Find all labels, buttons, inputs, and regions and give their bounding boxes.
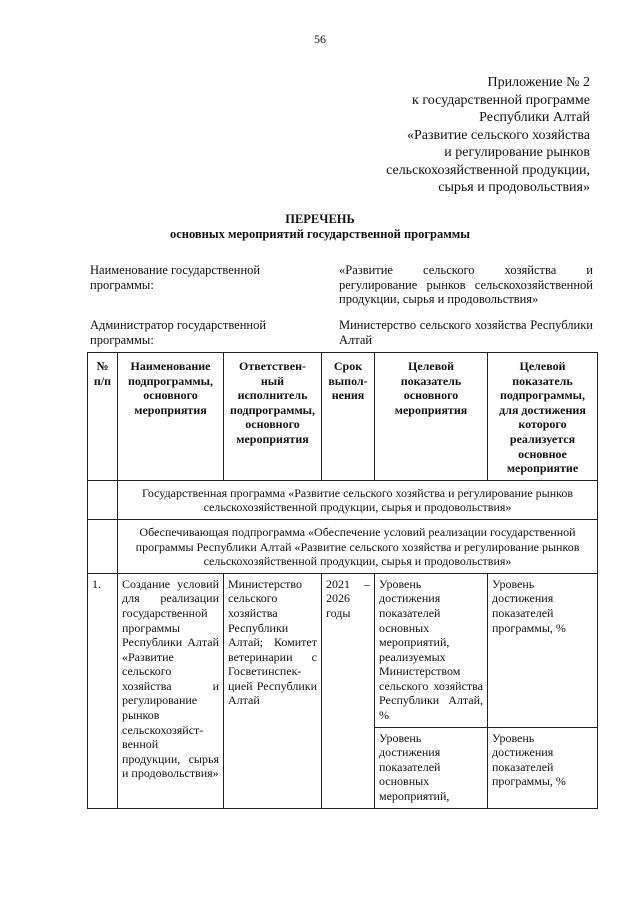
administrator-label: Администратор государственной программы: — [90, 318, 267, 347]
empty-cell — [88, 480, 118, 519]
program-name-value: «Развитие сельского хозяйства и регулирование рынков сельскохозяйственной продукции, сырья и продовольствия» — [339, 263, 593, 306]
row-target-main: Уровень достижения показателей основных мероприятий, реализуемых Министерством сельского хозяйства Республики Алтай, % — [375, 573, 488, 727]
title-line-2: основных мероприятий государственной программы — [169, 227, 471, 241]
state-program-cell: Государственная программа «Развитие сельского хозяйства и регулирование рынков сельскохозяйственной продукции, сырья и продовольствия» — [118, 480, 598, 519]
program-name-label: Наименование государственной программы: — [90, 263, 261, 292]
row-target-sub: Уровень достижения показателей программы, % — [488, 727, 598, 808]
header-executor: Ответствен-ный исполнитель подпрограммы, основного мероприятия — [224, 353, 322, 481]
appendix-line: и регулирование рынков — [444, 145, 590, 160]
row-executor: Министерство сельского хозяйства Республики Алтай; Комитет ветеринарии с Госветинспек-цией Республики Алтай — [224, 573, 322, 808]
row-term: 2021 – 2026 годы — [322, 573, 375, 808]
measures-table — [87, 352, 598, 809]
appendix-line: к государственной программе — [412, 92, 590, 108]
appendix-block — [290, 74, 590, 197]
table-header-row — [88, 353, 598, 481]
support-subprogram-cell: Обеспечивающая подпрограмма «Обеспечение условий реализации государственной программы Республики Алтай «Развитие сельского хозяйства и регулирование рынков сельскохозяйственной продукции, сырья и продовольствия» — [118, 519, 598, 573]
row-name: Создание условий для реализации государственной программы Республики Алтай «Развитие сельского хозяйства и регулирование рынков сельскохозяйст-венной продукции, сырья и продовольствия» — [118, 573, 224, 808]
table-row — [88, 573, 598, 727]
appendix-line: сельскохозяйственной продукции, — [386, 162, 590, 178]
header-term: Срок выпол-нения — [322, 353, 375, 481]
appendix-line: сырья и продовольствия» — [438, 180, 590, 195]
row-target-sub: Уровень достижения показателей программы, % — [488, 573, 598, 727]
appendix-line: «Развитие сельского хозяйства — [406, 127, 590, 143]
appendix-line: Приложение № 2 — [487, 75, 590, 90]
row-target-main: Уровень достижения показателей основных мероприятий, — [375, 727, 488, 808]
header-name: Наименование подпрограммы, основного мероприятия — [118, 353, 224, 481]
appendix-line: Республики Алтай — [479, 110, 590, 125]
header-target-main: Целевой показатель основного мероприятия — [375, 353, 488, 481]
page-number: 56 — [314, 32, 326, 46]
administrator-value: Министерство сельского хозяйства Республики Алтай — [339, 318, 593, 347]
row-num: 1. — [88, 573, 118, 808]
header-num: № п/п — [88, 353, 118, 481]
document-title — [0, 212, 640, 242]
support-subprogram-row — [88, 519, 598, 573]
empty-cell — [88, 519, 118, 573]
title-line-1: ПЕРЕЧЕНЬ — [285, 212, 355, 226]
header-target-sub: Целевой показатель подпрограммы, для достижения которого реализуется основное мероприятие — [488, 353, 598, 481]
state-program-row — [88, 480, 598, 519]
